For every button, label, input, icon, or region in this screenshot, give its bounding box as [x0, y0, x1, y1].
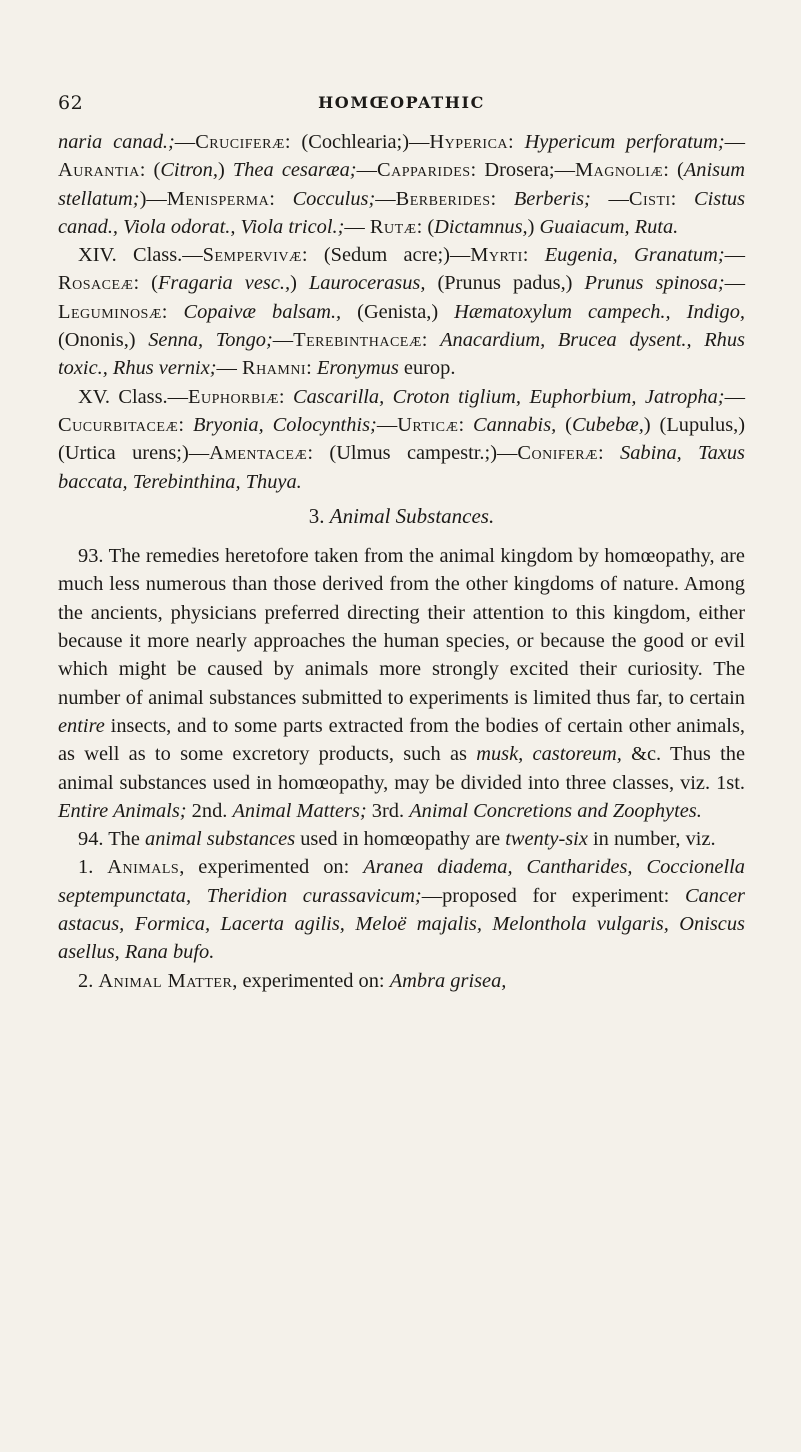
paragraph-continued: naria canad.;—Cruciferæ: (Cochlearia;)—Hyperica: Hypericum perforatum;—Aurantia: (Citron,) Thea cesaræa;—Capparides: Drosera;—Magnoliæ: (Anisum stellatum;)—Menisperma: Cocculus;—Berberides: Berberis; —Cisti: Cistus canad., Viola odorat., Viola tricol.;— Rutæ: (Dictamnus,) Guaiacum, Ruta.	[58, 131, 746, 238]
section-title: Animal Substances.	[329, 503, 495, 528]
section-number: 3.	[308, 503, 325, 528]
running-head: HOMŒOPATHIC	[318, 93, 485, 112]
paragraph-class-xiv: XIV. Class.—Sempervivæ: (Sedum acre;)—Myrti: Eugenia, Granatum;—Rosaceæ: (Fragaria vesc.,) Laurocerasus, (Prunus padus,) Prunus spinosa;—Leguminosæ: Copaivæ balsam., (Genista,) Hæmatoxylum campech., Indigo, (Ononis,) Senna, Tongo;—Terebinthaceæ: Anacardium, Brucea dysent., Rhus toxic., Rhus vernix;— Rhamni: Eronymus europ.	[58, 244, 746, 380]
paragraph-93: 93. The remedies heretofore taken from the animal kingdom by homœopathy, are much less numerous than those derived from the other kingdoms of nature. Among the ancients, physicians preferred directing their attention to this kingdom, either because it more nearly approaches the human species, or because the good or evil which might be caused by animals more strongly excited their curiosity. The number of animal substances submitted to experiments is limited thus far, to certain entire insects, and to some parts extracted from the bodies of certain other animals, as well as to some excretory products, such as musk, castoreum, &c. Thus the animal substances used in homœopathy, may be divided into three classes, viz. 1st. Entire Animals; 2nd. Animal Matters; 3rd. Animal Concretions and Zoophytes.	[58, 545, 746, 822]
page-body	[58, 128, 745, 995]
section-heading	[58, 502, 745, 530]
paragraph-94: 94. The animal substances used in homœopathy are twenty-six in number, viz.	[78, 828, 716, 851]
page-header	[58, 84, 745, 114]
paragraph-animal-matter: 2. Animal Matter, experimented on: Ambra grisea,	[78, 969, 507, 992]
page-number: 62	[58, 92, 84, 114]
paragraph-class-xv: XV. Class.—Euphorbiæ: Cascarilla, Croton tiglium, Euphorbium, Jatropha;—Cucurbitaceæ: Bryonia, Colocynthis;—Urticæ: Cannabis, (Cubebæ,) (Lupulus,) (Urtica urens;)—Amentaceæ: (Ulmus campestr.;)—Coniferæ: Sabina, Taxus baccata, Terebinthina, Thuya.	[58, 385, 746, 493]
paragraph-animals: 1. Animals, experimented on: Aranea diadema, Cantharides, Coccionella septempunctata, Theridion curassavicum;—proposed for experiment: Cancer astacus, Formica, Lacerta agilis, Meloë majalis, Melonthola vulgaris, Oniscus asellus, Rana bufo.	[58, 856, 745, 964]
